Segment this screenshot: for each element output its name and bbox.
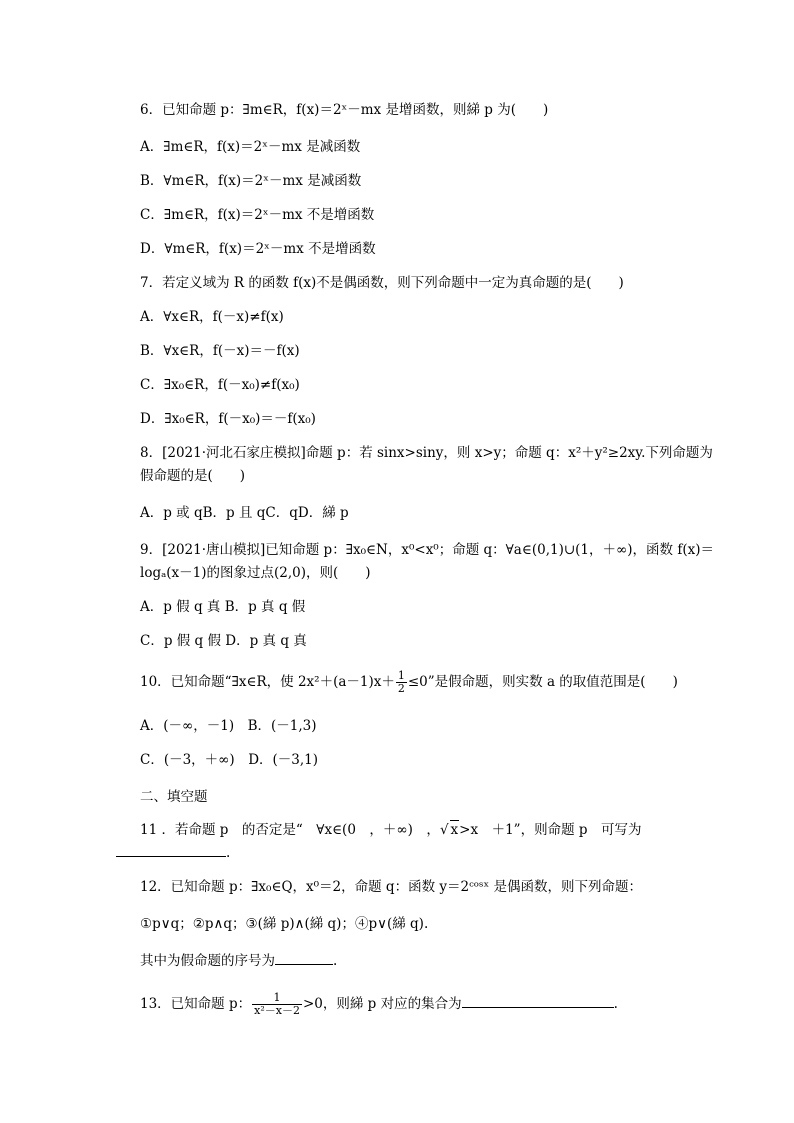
q13-frac-num: 1 [273, 991, 281, 1004]
q13-frac-den: x²－x－2 [254, 1004, 300, 1017]
q11-sqrt-body: x [450, 822, 459, 838]
q13-fraction [252, 992, 302, 1017]
q7-option-a: A．∀x∈R，f(－x)≠f(x) [140, 309, 284, 325]
q7-option-b: B．∀x∈R，f(－x)＝－f(x) [140, 343, 300, 359]
q10-frac-den: 2 [397, 682, 405, 695]
q10-fraction [396, 670, 407, 695]
q11-sqrt-sign: √ [439, 822, 449, 838]
q11-answer-blank[interactable] [116, 844, 226, 857]
q11-end: . [226, 845, 231, 861]
q10-stem [140, 670, 700, 695]
section-fill-in-title: 二、填空题 [140, 789, 208, 805]
q12-ask [140, 952, 700, 970]
q10-frac-num: 1 [397, 669, 405, 682]
q9-options-cd: C．p 假 q 假 D．p 真 q 真 [140, 633, 307, 649]
q10-options-cd: C．(－3，＋∞) D．(－3,1) [140, 752, 319, 768]
q8-stem-line1: 8．[2021·河北石家庄模拟]命题 p：若 sinx>siny，则 x>y；命题 q：x²＋y²≥2xy.下列命题为 [140, 445, 713, 461]
q12-list: ①p∨q；②p∧q；③(綈 p)∧(綈 q)；④p∨(綈 q). [140, 916, 429, 932]
q7-option-d: D．∃x₀∈R，f(－x₀)＝－f(x₀) [140, 411, 316, 427]
q13-answer-blank[interactable] [462, 995, 614, 1008]
q6-option-a: A．∃m∈R，f(x)＝2ˣ－mx 是减函数 [140, 139, 361, 155]
q10-options-ab: A．(－∞，－1) B．(－1,3) [140, 718, 317, 734]
q11-stem-post: >x ＋1”，则命题 p 可写为 [459, 822, 642, 838]
q10-stem-post: ≤0”是假命题，则实数 a 的取值范围是( ) [407, 674, 678, 690]
q6-option-d: D．∀m∈R，f(x)＝2ˣ－mx 不是增函数 [140, 241, 376, 257]
q9-options-ab: A．p 假 q 真 B．p 真 q 假 [140, 599, 306, 615]
q9-stem-line1: 9．[2021·唐山模拟]已知命题 p：∃x₀∈N，x⁰<x⁰；命题 q：∀a∈(0,1)∪(1，＋∞)，函数 f(x)＝ [140, 542, 714, 558]
q13-end: . [613, 996, 618, 1012]
q12-ask-end: . [333, 953, 338, 969]
q6-stem: 6．已知命题 p：∃m∈R，f(x)＝2ˣ－mx 是增函数，则綈 p 为( ) [140, 102, 549, 118]
q11-stem [140, 820, 700, 839]
q8-stem-line2: 假命题的是( ) [140, 468, 246, 484]
q12-ask-pre: 其中为假命题的序号为 [140, 953, 275, 969]
q13-stem-mid: >0，则綈 p 对应的集合为 [302, 996, 462, 1012]
q13-stem [140, 992, 700, 1017]
q11-answer-line [116, 844, 676, 862]
q12-answer-blank[interactable] [275, 952, 333, 965]
q6-option-b: B．∀m∈R，f(x)＝2ˣ－mx 是减函数 [140, 173, 362, 189]
q9-stem-line2: logₐ(x－1)的图象过点(2,0)，则( ) [140, 565, 371, 581]
q8-options: A．p 或 qB．p 且 qC．qD．綈 p [140, 505, 349, 521]
q11-stem-pre: 11 ．若命题 p 的否定是“ ∀x∈(0 ，＋∞) ， [140, 822, 440, 838]
q6-option-c: C．∃m∈R，f(x)＝2ˣ－mx 不是增函数 [140, 207, 375, 223]
q13-stem-pre: 13．已知命题 p： [140, 996, 252, 1012]
q7-option-c: C．∃x₀∈R，f(－x₀)≠f(x₀) [140, 377, 300, 393]
q10-stem-pre: 10．已知命题“∃x∈R，使 2x²＋(a－1)x＋ [140, 674, 395, 690]
q7-stem: 7．若定义域为 R 的函数 f(x)不是偶函数，则下列命题中一定为真命题的是( ) [140, 275, 624, 291]
q12-stem: 12．已知命题 p：∃x₀∈Q，x⁰＝2，命题 q：函数 y＝2ᶜᵒˢˣ 是偶函数，则下列命题： [140, 879, 643, 895]
